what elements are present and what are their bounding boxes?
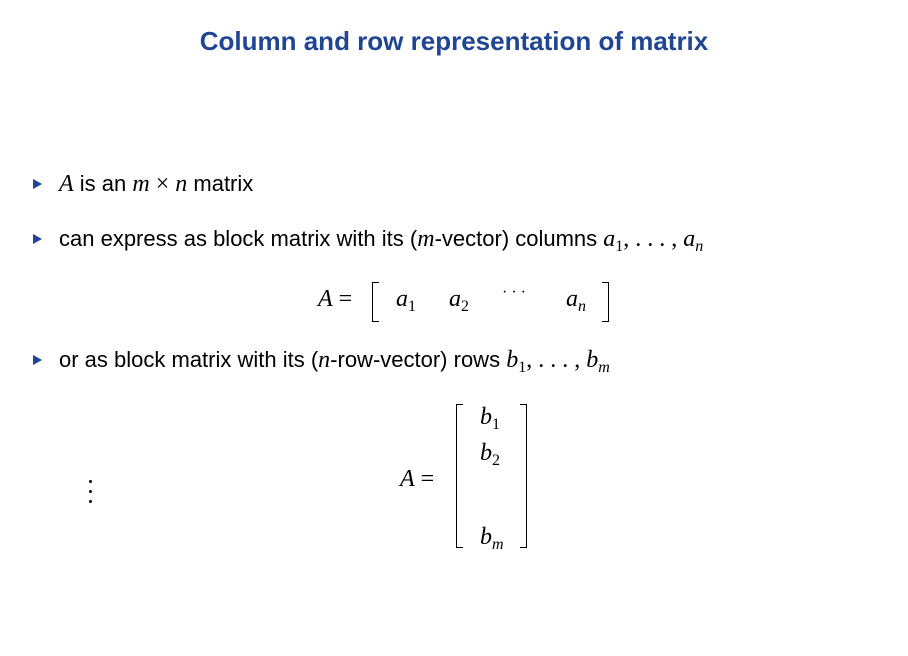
var-n: n xyxy=(318,347,331,373)
bullet-rows xyxy=(33,347,610,381)
times-symbol: × xyxy=(149,171,176,197)
bullet-triangle-icon xyxy=(33,179,42,189)
text-matrix: matrix xyxy=(187,171,254,196)
var-A: A xyxy=(59,171,74,197)
equation-lhs: A = xyxy=(318,286,353,312)
var-bm: $b_m$ xyxy=(586,347,610,376)
text-columns-mid: -vector) columns xyxy=(434,226,604,251)
bullet-columns xyxy=(33,226,703,260)
text-rows-mid: -row-vector) rows xyxy=(330,347,507,372)
entry-hdots: · · · xyxy=(502,284,526,301)
text-is-an: is an xyxy=(73,171,133,196)
text-columns-pre: can express as block matrix with its ( xyxy=(59,226,418,251)
var-b1: $b_1$ xyxy=(506,347,527,376)
var-m: m xyxy=(132,171,150,197)
right-bracket xyxy=(602,282,609,322)
ellipsis: , . . . , xyxy=(623,226,684,252)
var-n: n xyxy=(175,171,188,197)
entry-a2: $a_2$ xyxy=(449,286,469,315)
entry-b1: $b_1$ xyxy=(480,404,500,433)
bullet-triangle-icon xyxy=(33,234,42,244)
equation-rows xyxy=(400,404,540,554)
entry-a1: $a_1$ xyxy=(396,286,416,315)
entry-bm: $b_m$ xyxy=(480,524,504,553)
slide-title: Column and row representation of matrix xyxy=(199,26,709,56)
equation-lhs: A = xyxy=(400,466,435,492)
left-bracket xyxy=(456,404,463,548)
bullet-matrix-size xyxy=(33,171,253,197)
var-m: m xyxy=(417,226,435,252)
bullet-triangle-icon xyxy=(33,355,42,365)
entry-an: $a_n$ xyxy=(566,286,586,315)
entry-b2: $b_2$ xyxy=(480,440,500,469)
vertical-dots xyxy=(89,480,93,510)
var-a1: $a_1$ xyxy=(603,226,624,255)
text-rows-pre: or as block matrix with its ( xyxy=(59,347,319,372)
left-bracket xyxy=(372,282,379,322)
var-an: $a_n$ xyxy=(683,226,704,255)
ellipsis: , . . . , xyxy=(526,347,587,373)
right-bracket xyxy=(520,404,527,548)
